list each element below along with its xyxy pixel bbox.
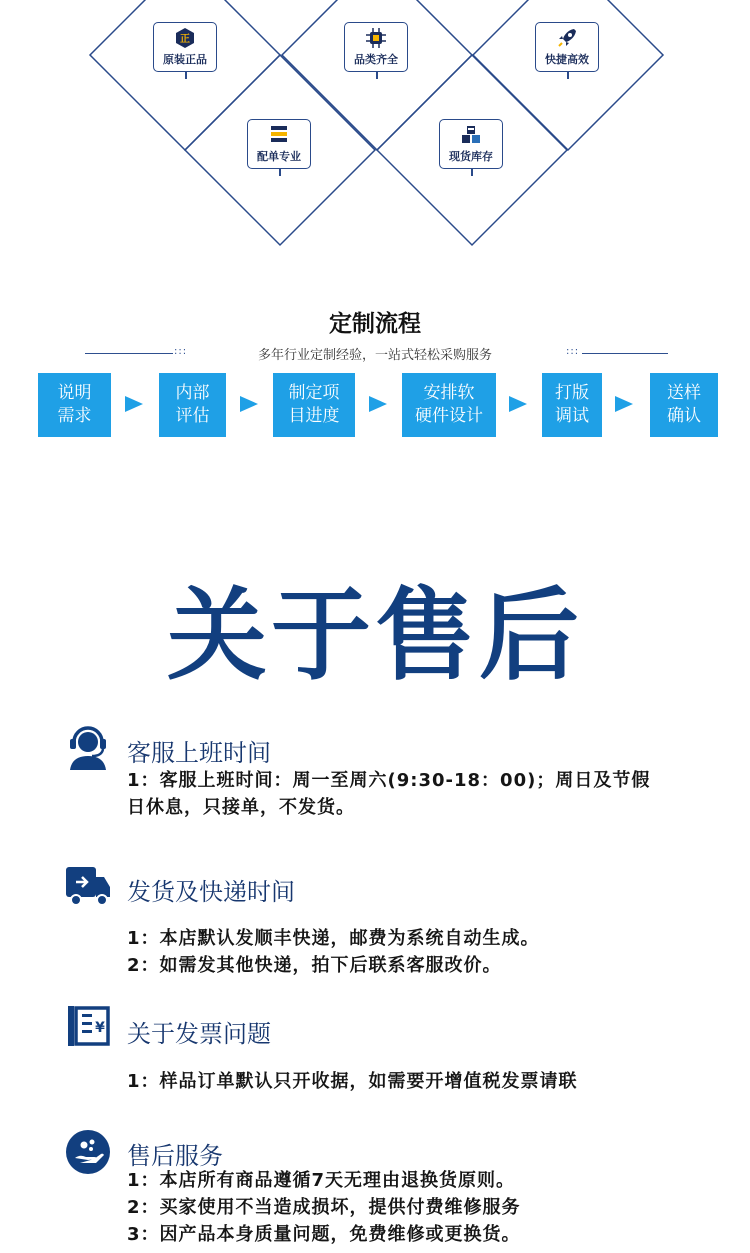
feature-label: 品类齐全: [354, 53, 398, 66]
section-text: 1：样品订单默认只开收据，如需要开增值税发票请联: [127, 1071, 578, 1092]
feature-card-bom: [247, 119, 311, 169]
process-step: 安排软 硬件设计: [402, 373, 496, 437]
section-title: 客服上班时间: [127, 739, 271, 767]
section-title: 发货及快递时间: [127, 878, 295, 906]
divider-dots: :::: [566, 346, 580, 357]
process-subtitle: 多年行业定制经验，一站式轻松采购服务: [257, 348, 492, 363]
process-step: 说明 需求: [38, 373, 111, 437]
process-step: 送样 确认: [650, 373, 718, 437]
feature-label: 原装正品: [163, 53, 207, 66]
aftersales-title: 关于售后: [167, 577, 583, 694]
section-text: 1：客服上班时间：周一至周六(9:30-18：00)；周日及节假: [127, 770, 651, 791]
truck-icon: [64, 861, 112, 909]
arrow-right-icon: [509, 396, 527, 412]
feature-label: 配单专业: [257, 150, 301, 163]
section-text: 1：本店默认发顺丰快递，邮费为系统自动生成。: [127, 928, 540, 949]
process-title: 定制流程: [329, 310, 421, 337]
svg-text:正: 正: [180, 34, 190, 45]
section-text: 1：本店所有商品遵循7天无理由退换货原则。: [127, 1170, 516, 1191]
feature-card-variety: [344, 22, 408, 72]
feature-card-genuine: [153, 22, 217, 72]
list-stack-icon: [268, 124, 290, 146]
feature-label: 快捷高效: [545, 53, 589, 66]
invoice-icon: [64, 1002, 112, 1050]
svg-text:¥: ¥: [95, 1020, 105, 1036]
section-title: 售后服务: [127, 1142, 223, 1170]
chip-icon: [365, 27, 387, 49]
arrow-right-icon: [615, 396, 633, 412]
arrow-right-icon: [125, 396, 143, 412]
divider: [582, 353, 668, 354]
boxes-icon: [460, 124, 482, 146]
section-text: 3：因产品本身质量问题，免费维修或更换货。: [127, 1224, 521, 1245]
section-text: 日休息，只接单，不发货。: [127, 797, 355, 818]
process-step: 内部 评估: [159, 373, 226, 437]
service-hand-icon: [64, 1128, 112, 1176]
process-step: 打版 调试: [542, 373, 602, 437]
section-title: 关于发票问题: [127, 1020, 271, 1048]
arrow-right-icon: [240, 396, 258, 412]
section-text: 2：买家使用不当造成损坏，提供付费维修服务: [127, 1197, 521, 1218]
feature-card-efficient: [535, 22, 599, 72]
rocket-icon: [556, 27, 578, 49]
feature-label: 现货库存: [449, 150, 493, 163]
arrow-right-icon: [369, 396, 387, 412]
section-text: 2：如需发其他快递，拍下后联系客服改价。: [127, 955, 502, 976]
feature-card-stock: [439, 119, 503, 169]
process-step: 制定项 目进度: [273, 373, 355, 437]
headset-icon: [64, 722, 112, 770]
zheng-badge-icon: [174, 27, 196, 49]
divider-dots: :::: [174, 346, 188, 357]
